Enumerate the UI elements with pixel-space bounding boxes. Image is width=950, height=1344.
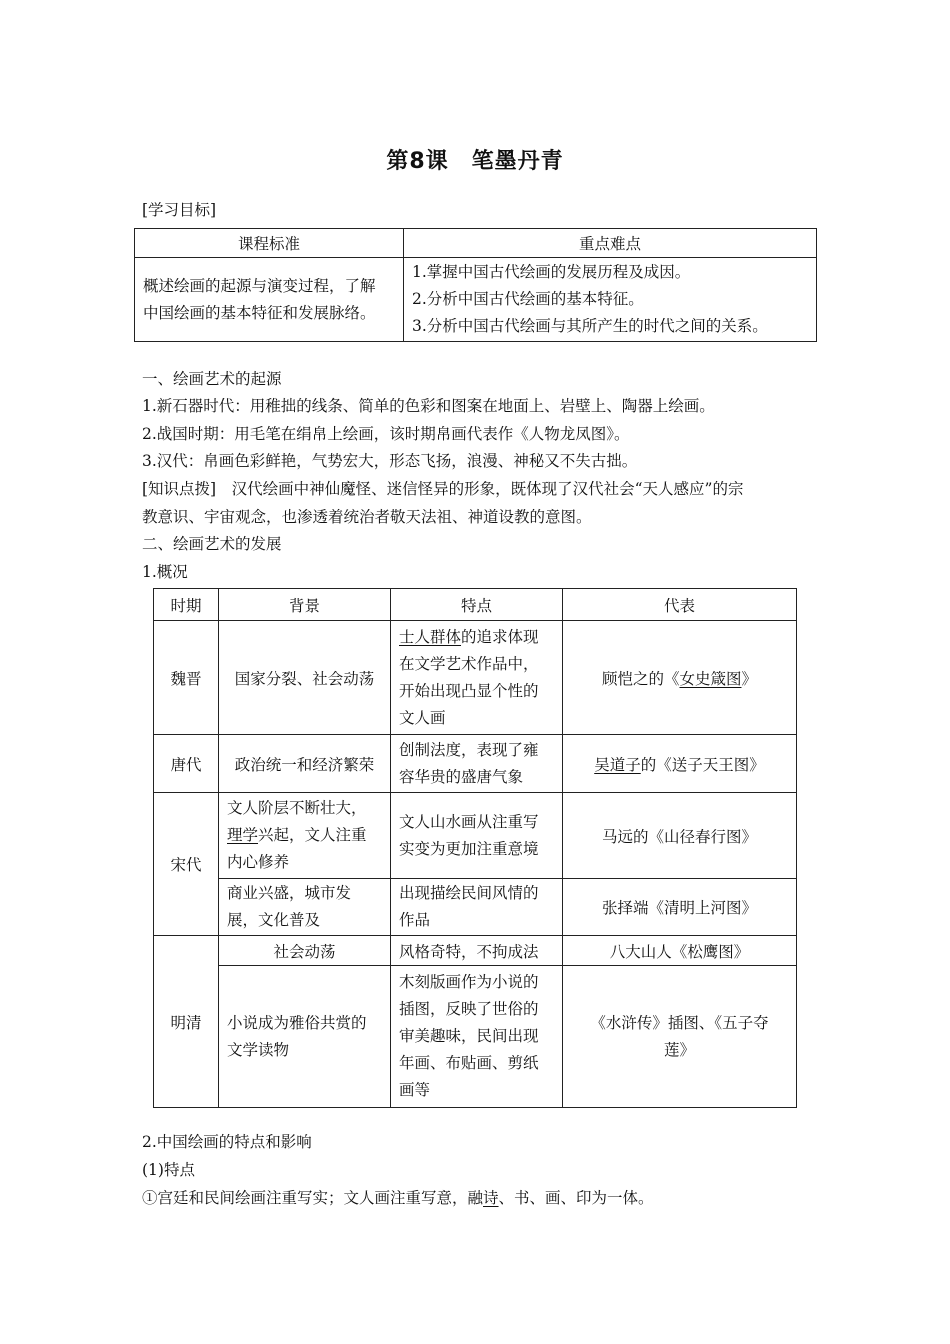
representative-cell bbox=[563, 966, 797, 1108]
goals-standard-line: 概述绘画的起源与演变过程，了解 bbox=[143, 276, 376, 295]
background-cell: 国家分裂、社会动荡 bbox=[219, 621, 391, 735]
background-cell bbox=[219, 966, 391, 1108]
overview-table bbox=[153, 588, 797, 1108]
background-cell bbox=[219, 793, 391, 879]
underlined-keyword: 理学 bbox=[227, 826, 259, 844]
section1-item: 3.汉代：帛画色彩鲜艳，气势宏大，形态飞扬，浪漫、神秘又不失古拙。 bbox=[142, 452, 638, 470]
col-header-background: 背景 bbox=[219, 589, 391, 621]
col-header-period: 时期 bbox=[154, 589, 219, 621]
section1-heading: 一、绘画艺术的起源 bbox=[142, 370, 282, 388]
table-row bbox=[154, 966, 797, 1108]
col-header-representative: 代表 bbox=[563, 589, 797, 621]
col-header-feature: 特点 bbox=[391, 589, 563, 621]
feature-text: 年画、布贴画、剪纸 bbox=[399, 1054, 539, 1072]
feature-text: 开始出现凸显个性的 bbox=[399, 681, 539, 700]
feature-text: 创制法度，表现了雍 bbox=[399, 740, 539, 759]
feature-text: 的追求体现 bbox=[461, 627, 539, 646]
feature-point bbox=[142, 1188, 654, 1208]
period-cell: 宋代 bbox=[154, 793, 219, 936]
background-cell: 政治统一和经济繁荣 bbox=[219, 735, 391, 793]
background-text: 文学读物 bbox=[227, 1040, 290, 1059]
background-cell: 社会动荡 bbox=[219, 936, 391, 966]
section2-heading: 二、绘画艺术的发展 bbox=[142, 535, 282, 553]
goals-standard-line: 中国绘画的基本特征和发展脉络。 bbox=[143, 303, 376, 322]
feature-cell bbox=[391, 793, 563, 879]
feature-text: 在文学艺术作品中， bbox=[399, 654, 539, 673]
background-text: 内心修养 bbox=[227, 853, 290, 871]
goals-keypoints-cell bbox=[404, 258, 817, 342]
feature-cell bbox=[391, 879, 563, 936]
table-row bbox=[154, 793, 797, 879]
goals-standard-cell bbox=[135, 258, 404, 342]
rep-text: 》 bbox=[741, 669, 758, 688]
rep-text: 的《送子天王图》 bbox=[640, 755, 765, 774]
features-subheading: (1)特点 bbox=[142, 1161, 195, 1179]
feature-text: 出现描绘民间风情的 bbox=[399, 884, 539, 902]
underlined-keyword: 诗 bbox=[483, 1189, 499, 1207]
rep-text: 顾恺之的《 bbox=[601, 669, 680, 688]
feature-text: 文人画 bbox=[399, 708, 446, 727]
background-text: 兴起，文人注重 bbox=[258, 826, 367, 844]
underlined-keyword: 士人群体 bbox=[399, 627, 462, 646]
representative-cell bbox=[563, 621, 797, 735]
underlined-keyword: 吴道子 bbox=[594, 755, 641, 774]
goals-table bbox=[134, 228, 817, 342]
representative-cell: 八大山人《松鹰图》 bbox=[563, 936, 797, 966]
background-text: 展，文化普及 bbox=[227, 911, 321, 929]
representative-cell: 马远的《山径春行图》 bbox=[563, 793, 797, 879]
point-text: ①宫廷和民间绘画注重写实；文人画注重写意，融 bbox=[142, 1189, 484, 1207]
features-heading: 2.中国绘画的特点和影响 bbox=[142, 1133, 312, 1151]
feature-text: 木刻版画作为小说的 bbox=[399, 973, 539, 991]
knowledge-tip-line: 教意识、宇宙观念，也渗透着统治者敬天法祖、神道设教的意图。 bbox=[142, 508, 592, 526]
feature-cell: 风格奇特，不拘成法 bbox=[391, 936, 563, 966]
section1-item: 1.新石器时代：用稚拙的线条、简单的色彩和图案在地面上、岩壁上、陶器上绘画。 bbox=[142, 397, 715, 415]
rep-text: 《水浒传》插图、《五子夺 bbox=[590, 1013, 769, 1032]
goals-keypoint: 1.掌握中国古代绘画的发展历程及成因。 bbox=[412, 263, 691, 281]
period-cell: 魏晋 bbox=[154, 621, 219, 735]
period-cell: 唐代 bbox=[154, 735, 219, 793]
table-row bbox=[154, 621, 797, 735]
feature-text: 插图，反映了世俗的 bbox=[399, 1000, 539, 1018]
background-text: 商业兴盛，城市发 bbox=[227, 884, 352, 902]
goals-keypoint: 2.分析中国古代绘画的基本特征。 bbox=[412, 290, 644, 308]
background-text: 小说成为雅俗共赏的 bbox=[227, 1013, 367, 1032]
goals-header-keypoints: 重点难点 bbox=[404, 229, 817, 258]
period-cell: 明清 bbox=[154, 936, 219, 1108]
goals-header-standard: 课程标准 bbox=[135, 229, 404, 258]
representative-cell: 张择端《清明上河图》 bbox=[563, 879, 797, 936]
point-text: 、书、画、印为一体。 bbox=[498, 1189, 654, 1207]
feature-cell bbox=[391, 966, 563, 1108]
feature-text: 文人山水画从注重写 bbox=[399, 812, 539, 831]
goals-keypoint: 3.分析中国古代绘画与其所产生的时代之间的关系。 bbox=[412, 317, 768, 335]
feature-text: 审美趣味，民间出现 bbox=[399, 1027, 539, 1045]
feature-text: 画等 bbox=[399, 1081, 431, 1099]
underlined-keyword: 女史箴图 bbox=[679, 669, 742, 688]
overview-heading: 1.概况 bbox=[142, 563, 188, 581]
feature-text: 实变为更加注重意境 bbox=[399, 839, 539, 858]
feature-text: 作品 bbox=[399, 911, 431, 929]
background-cell bbox=[219, 879, 391, 936]
table-row bbox=[154, 735, 797, 793]
knowledge-tip-line: [知识点拨] 汉代绘画中神仙魔怪、迷信怪异的形象，既体现了汉代社会“天人感应”的宗 bbox=[142, 480, 744, 498]
background-text: 文人阶层不断壮大， bbox=[227, 799, 367, 817]
table-row bbox=[154, 936, 797, 966]
feature-text: 容华贵的盛唐气象 bbox=[399, 767, 524, 786]
representative-cell bbox=[563, 735, 797, 793]
feature-cell bbox=[391, 621, 563, 735]
section1-item: 2.战国时期：用毛笔在绢帛上绘画，该时期帛画代表作《人物龙凤图》。 bbox=[142, 425, 630, 443]
feature-cell bbox=[391, 735, 563, 793]
page-title: 第8课 笔墨丹青 bbox=[386, 149, 564, 174]
rep-text: 莲》 bbox=[663, 1040, 695, 1059]
table-row bbox=[154, 879, 797, 936]
goals-label: [学习目标] bbox=[142, 201, 217, 219]
